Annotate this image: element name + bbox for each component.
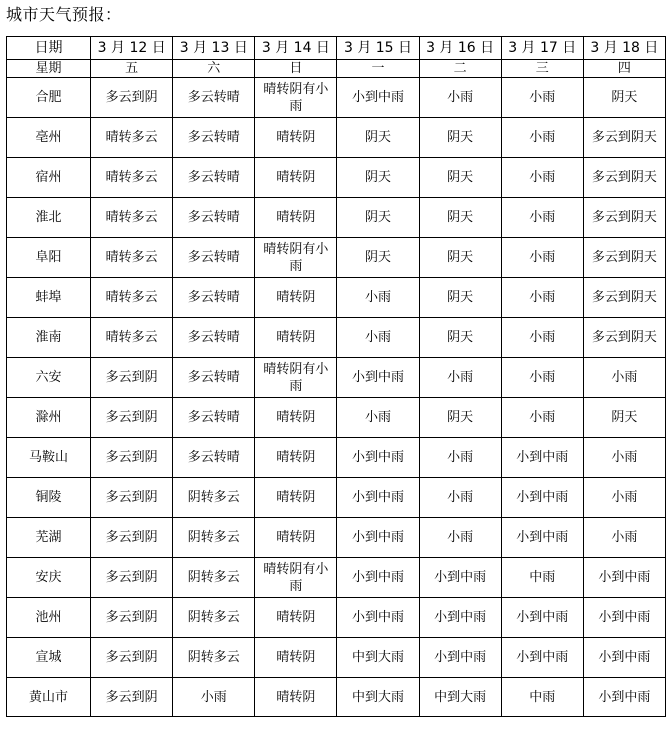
date-header-cell: 3 月 17 日	[501, 37, 583, 60]
weekday-label: 星期	[7, 60, 91, 78]
forecast-cell: 阴天	[419, 318, 501, 358]
forecast-cell: 小到中雨	[337, 358, 419, 398]
forecast-cell: 小到中雨	[501, 638, 583, 678]
forecast-cell: 小雨	[501, 198, 583, 238]
forecast-cell: 小雨	[583, 518, 665, 558]
forecast-cell: 小到中雨	[337, 598, 419, 638]
forecast-cell: 阴转多云	[173, 478, 255, 518]
city-row	[7, 278, 666, 318]
forecast-cell: 小雨	[501, 78, 583, 118]
city-name: 淮南	[7, 318, 91, 358]
forecast-cell: 晴转阴	[255, 638, 337, 678]
forecast-cell: 小到中雨	[419, 638, 501, 678]
forecast-cell: 晴转阴有小雨	[255, 558, 337, 598]
city-name: 池州	[7, 598, 91, 638]
forecast-cell: 小雨	[419, 478, 501, 518]
city-name: 铜陵	[7, 478, 91, 518]
date-header-cell: 3 月 13 日	[173, 37, 255, 60]
forecast-cell: 小到中雨	[501, 478, 583, 518]
forecast-cell: 中到大雨	[337, 678, 419, 717]
forecast-cell: 小雨	[501, 158, 583, 198]
forecast-cell: 中到大雨	[419, 678, 501, 717]
city-row	[7, 78, 666, 118]
forecast-cell: 小到中雨	[583, 598, 665, 638]
forecast-cell: 小到中雨	[337, 438, 419, 478]
forecast-cell: 多云转晴	[173, 278, 255, 318]
forecast-cell: 小雨	[337, 278, 419, 318]
city-name: 六安	[7, 358, 91, 398]
date-header-cell: 3 月 12 日	[91, 37, 173, 60]
forecast-cell: 阴天	[337, 198, 419, 238]
forecast-cell: 多云到阴天	[583, 238, 665, 278]
city-row	[7, 238, 666, 278]
forecast-cell: 小到中雨	[419, 598, 501, 638]
forecast-cell: 晴转阴	[255, 278, 337, 318]
forecast-cell: 小雨	[337, 398, 419, 438]
city-name: 滁州	[7, 398, 91, 438]
forecast-cell: 小雨	[419, 518, 501, 558]
forecast-cell: 晴转阴	[255, 518, 337, 558]
forecast-cell: 中雨	[501, 678, 583, 717]
forecast-cell: 晴转阴	[255, 438, 337, 478]
forecast-cell: 小雨	[583, 478, 665, 518]
weekday-header-cell: 日	[255, 60, 337, 78]
forecast-cell: 多云到阴	[91, 678, 173, 717]
city-row	[7, 318, 666, 358]
forecast-cell: 小到中雨	[419, 558, 501, 598]
forecast-cell: 阴转多云	[173, 518, 255, 558]
forecast-cell: 阴天	[419, 158, 501, 198]
city-row	[7, 478, 666, 518]
city-name: 宣城	[7, 638, 91, 678]
city-row	[7, 158, 666, 198]
city-row	[7, 598, 666, 638]
forecast-cell: 晴转多云	[91, 318, 173, 358]
forecast-cell: 多云到阴	[91, 358, 173, 398]
forecast-cell: 小雨	[583, 358, 665, 398]
weekday-header-cell: 五	[91, 60, 173, 78]
city-name: 亳州	[7, 118, 91, 158]
city-row	[7, 558, 666, 598]
city-name: 合肥	[7, 78, 91, 118]
forecast-cell: 晴转阴	[255, 598, 337, 638]
city-name: 蚌埠	[7, 278, 91, 318]
forecast-cell: 多云转晴	[173, 358, 255, 398]
forecast-cell: 阴天	[337, 118, 419, 158]
forecast-cell: 中到大雨	[337, 638, 419, 678]
date-header-cell: 3 月 15 日	[337, 37, 419, 60]
forecast-cell: 小雨	[501, 118, 583, 158]
forecast-cell: 阴转多云	[173, 558, 255, 598]
weekday-header-cell: 二	[419, 60, 501, 78]
forecast-cell: 多云到阴	[91, 638, 173, 678]
forecast-cell: 小雨	[501, 318, 583, 358]
forecast-cell: 多云转晴	[173, 398, 255, 438]
city-name: 安庆	[7, 558, 91, 598]
forecast-cell: 阴天	[337, 238, 419, 278]
forecast-cell: 阴天	[583, 78, 665, 118]
forecast-cell: 晴转多云	[91, 118, 173, 158]
forecast-cell: 多云到阴	[91, 438, 173, 478]
forecast-cell: 晴转阴	[255, 118, 337, 158]
forecast-cell: 晴转阴	[255, 398, 337, 438]
forecast-cell: 小到中雨	[583, 638, 665, 678]
forecast-cell: 小雨	[501, 358, 583, 398]
forecast-cell: 多云转晴	[173, 118, 255, 158]
forecast-cell: 多云到阴	[91, 78, 173, 118]
forecast-cell: 小雨	[419, 438, 501, 478]
weekday-header-cell: 三	[501, 60, 583, 78]
forecast-cell: 多云到阴	[91, 518, 173, 558]
forecast-cell: 小到中雨	[337, 78, 419, 118]
city-row	[7, 438, 666, 478]
forecast-cell: 多云转晴	[173, 158, 255, 198]
forecast-cell: 晴转阴	[255, 198, 337, 238]
forecast-cell: 小到中雨	[337, 518, 419, 558]
date-header-cell: 3 月 14 日	[255, 37, 337, 60]
forecast-cell: 晴转多云	[91, 278, 173, 318]
forecast-cell: 阴天	[583, 398, 665, 438]
forecast-cell: 多云到阴	[91, 478, 173, 518]
page-title: 城市天气预报：	[6, 5, 122, 24]
forecast-cell: 多云转晴	[173, 438, 255, 478]
city-name: 淮北	[7, 198, 91, 238]
forecast-cell: 晴转阴有小雨	[255, 238, 337, 278]
forecast-cell: 晴转阴有小雨	[255, 78, 337, 118]
forecast-cell: 小到中雨	[583, 558, 665, 598]
forecast-cell: 阴天	[337, 158, 419, 198]
city-row	[7, 118, 666, 158]
forecast-cell: 晴转阴	[255, 478, 337, 518]
date-header-cell: 3 月 18 日	[583, 37, 665, 60]
forecast-cell: 阴天	[419, 118, 501, 158]
forecast-cell: 多云到阴天	[583, 318, 665, 358]
forecast-cell: 小雨	[501, 398, 583, 438]
city-name: 马鞍山	[7, 438, 91, 478]
weekday-header-cell: 四	[583, 60, 665, 78]
city-name: 阜阳	[7, 238, 91, 278]
forecast-cell: 小雨	[419, 78, 501, 118]
forecast-cell: 阴天	[419, 198, 501, 238]
weekday-header-cell: 一	[337, 60, 419, 78]
forecast-cell: 小到中雨	[501, 518, 583, 558]
forecast-cell: 多云到阴天	[583, 198, 665, 238]
city-row	[7, 678, 666, 717]
forecast-cell: 小雨	[501, 278, 583, 318]
forecast-cell: 中雨	[501, 558, 583, 598]
forecast-cell: 晴转阴	[255, 318, 337, 358]
forecast-cell: 小雨	[419, 358, 501, 398]
city-row	[7, 198, 666, 238]
weekday-header-cell: 六	[173, 60, 255, 78]
forecast-cell: 多云到阴	[91, 398, 173, 438]
forecast-cell: 晴转多云	[91, 238, 173, 278]
forecast-cell: 小雨	[173, 678, 255, 717]
date-header-row	[7, 37, 666, 60]
forecast-cell: 阴天	[419, 278, 501, 318]
forecast-cell: 多云到阴天	[583, 158, 665, 198]
forecast-cell: 阴天	[419, 398, 501, 438]
forecast-cell: 多云到阴	[91, 598, 173, 638]
forecast-cell: 小到中雨	[337, 478, 419, 518]
forecast-cell: 阴天	[419, 238, 501, 278]
forecast-cell: 小雨	[583, 438, 665, 478]
date-label: 日期	[7, 37, 91, 60]
weekday-header-row	[7, 60, 666, 78]
forecast-cell: 小到中雨	[501, 438, 583, 478]
forecast-cell: 晴转阴	[255, 678, 337, 717]
forecast-cell: 阴转多云	[173, 638, 255, 678]
forecast-cell: 多云到阴天	[583, 278, 665, 318]
city-name: 黄山市	[7, 678, 91, 717]
forecast-cell: 晴转多云	[91, 158, 173, 198]
forecast-cell: 小到中雨	[337, 558, 419, 598]
city-row	[7, 398, 666, 438]
forecast-cell: 多云到阴	[91, 558, 173, 598]
forecast-cell: 晴转阴	[255, 158, 337, 198]
forecast-cell: 多云转晴	[173, 318, 255, 358]
forecast-cell: 阴转多云	[173, 598, 255, 638]
forecast-cell: 小到中雨	[583, 678, 665, 717]
forecast-cell: 多云转晴	[173, 78, 255, 118]
city-row	[7, 358, 666, 398]
forecast-cell: 多云到阴天	[583, 118, 665, 158]
forecast-cell: 小到中雨	[501, 598, 583, 638]
forecast-cell: 晴转阴有小雨	[255, 358, 337, 398]
city-row	[7, 518, 666, 558]
city-name: 芜湖	[7, 518, 91, 558]
city-row	[7, 638, 666, 678]
forecast-cell: 小雨	[337, 318, 419, 358]
forecast-cell: 小雨	[501, 238, 583, 278]
date-header-cell: 3 月 16 日	[419, 37, 501, 60]
forecast-cell: 多云转晴	[173, 198, 255, 238]
city-name: 宿州	[7, 158, 91, 198]
forecast-cell: 晴转多云	[91, 198, 173, 238]
forecast-cell: 多云转晴	[173, 238, 255, 278]
forecast-table	[6, 36, 666, 717]
